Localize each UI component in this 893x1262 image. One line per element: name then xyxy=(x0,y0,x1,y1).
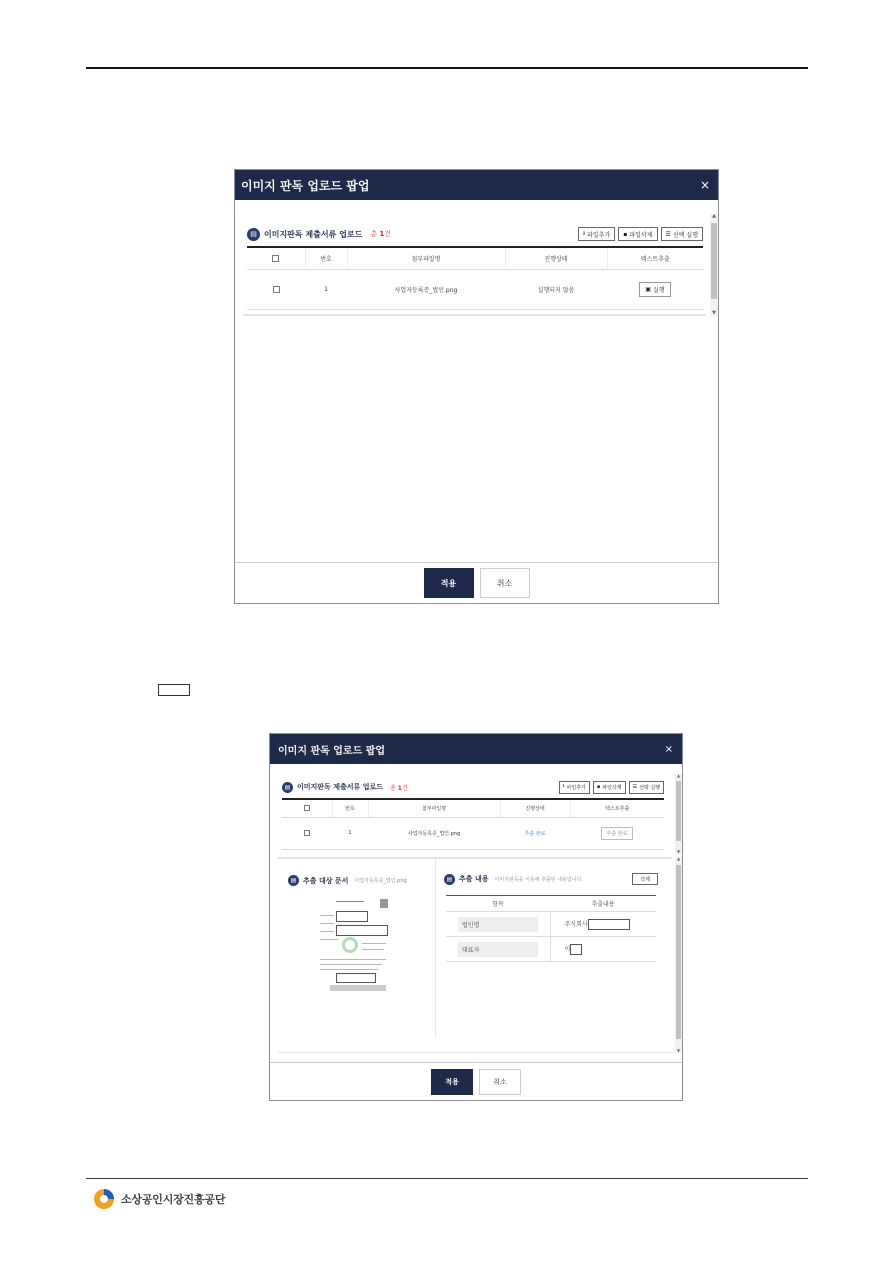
section-title: 이미지판독 제출서류 업로드 xyxy=(264,229,363,239)
count-value: 1 xyxy=(397,784,402,792)
section-header xyxy=(247,224,703,244)
col-checkbox xyxy=(282,799,332,817)
document-icon: ▤ xyxy=(288,875,299,886)
table-row xyxy=(446,937,656,962)
select-all-checkbox[interactable] xyxy=(272,255,279,262)
run-label: 실행 xyxy=(653,286,665,294)
col-extract: 텍스트추출 xyxy=(607,247,703,269)
table-row xyxy=(247,269,703,309)
cancel-button[interactable]: 취소 xyxy=(480,568,530,598)
count-value: 1 xyxy=(379,230,385,238)
trash-icon: ▪ xyxy=(596,784,601,790)
close-icon[interactable]: × xyxy=(664,743,673,755)
add-file-button[interactable] xyxy=(578,227,615,241)
upload-popup-extracted xyxy=(269,733,683,1101)
thumb-corner-icon xyxy=(380,899,388,908)
target-doc-filename: 사업자등록증_법인.png xyxy=(354,878,407,884)
delete-file-label: 파일삭제 xyxy=(629,231,653,239)
cancel-button[interactable]: 취소 xyxy=(479,1069,521,1095)
col-filename: 첨부파일명 xyxy=(368,799,500,817)
redacted-box xyxy=(336,973,376,983)
document-preview-image xyxy=(316,899,392,999)
delete-file-label: 파일삭제 xyxy=(602,784,622,791)
popup-header xyxy=(235,170,718,200)
close-icon[interactable]: × xyxy=(699,178,710,192)
field-cell xyxy=(446,937,550,962)
value-cell xyxy=(550,937,656,962)
thumb-footer-bar xyxy=(330,985,386,991)
upload-section xyxy=(282,778,664,850)
list-icon: ☰ xyxy=(665,230,671,238)
scroll-up-icon[interactable]: ▲ xyxy=(712,213,716,219)
upload-section xyxy=(247,224,703,310)
row-number: 1 xyxy=(305,269,347,309)
redacted-box xyxy=(336,911,368,922)
col-checkbox xyxy=(247,247,305,269)
field-cell xyxy=(446,912,550,937)
row-status: 추출 완료 xyxy=(500,817,570,849)
row-checkbox[interactable] xyxy=(273,286,280,293)
field-name: 법인명 xyxy=(458,917,538,932)
scroll-thumb[interactable] xyxy=(676,781,681,841)
popup-footer xyxy=(235,562,718,603)
popup-header xyxy=(270,734,682,764)
list-icon: ☰ xyxy=(632,784,638,790)
target-doc-header xyxy=(288,875,407,886)
trash-icon: ▪ xyxy=(623,230,628,238)
delete-extract-button[interactable]: 삭제 xyxy=(632,873,658,885)
table-row xyxy=(282,817,664,849)
scroll-down-icon[interactable]: ▼ xyxy=(676,849,681,854)
upload-table xyxy=(282,798,664,850)
bottom-scrollbar[interactable] xyxy=(675,857,682,1053)
row-action-cell xyxy=(570,817,664,849)
run-selected-button[interactable] xyxy=(661,227,703,241)
scroll-up-icon[interactable]: ▲ xyxy=(676,856,681,861)
scroll-up-icon[interactable]: ▲ xyxy=(676,773,681,778)
popup-title: 이미지 판독 업로드 팝업 xyxy=(278,745,386,757)
row-checkbox-cell xyxy=(247,269,305,309)
target-doc-title: 추출 대상 문서 xyxy=(303,876,349,885)
extract-table-wrap xyxy=(446,895,656,962)
field-value[interactable]: 주식회사 xyxy=(564,920,588,928)
redacted-box xyxy=(588,919,630,930)
document-icon: ▤ xyxy=(282,782,293,793)
organization-logo xyxy=(93,1188,225,1210)
inline-label-box xyxy=(158,684,190,696)
row-filename: 사업자등록증_법인.png xyxy=(368,817,500,849)
col-extract: 텍스트추출 xyxy=(570,799,664,817)
upload-table xyxy=(247,246,703,310)
field-name: 대표자 xyxy=(458,942,538,957)
extract-title: 추출 내용 xyxy=(459,875,489,883)
file-count xyxy=(390,783,408,792)
scroll-down-icon[interactable]: ▼ xyxy=(676,1048,681,1053)
extract-table xyxy=(446,895,656,962)
run-selected-label: 선택 실행 xyxy=(639,784,660,791)
result-panel xyxy=(278,857,672,1053)
run-button[interactable] xyxy=(639,282,670,297)
delete-file-button[interactable] xyxy=(593,781,626,794)
section-header xyxy=(282,778,664,796)
col-field: 항목 xyxy=(446,896,550,912)
popup-footer xyxy=(270,1062,682,1100)
scrollbar[interactable] xyxy=(710,214,718,316)
add-file-button[interactable] xyxy=(559,781,590,794)
upload-icon: ⭳ xyxy=(562,783,565,789)
value-cell xyxy=(550,912,656,937)
redacted-box xyxy=(336,925,388,936)
logo-icon xyxy=(93,1188,115,1210)
col-status: 진행상태 xyxy=(500,799,570,817)
col-number: 번호 xyxy=(332,799,368,817)
count-prefix: 총 xyxy=(390,784,396,792)
run-selected-label: 선택 실행 xyxy=(672,231,698,239)
scroll-thumb[interactable] xyxy=(676,865,681,1039)
delete-file-button[interactable] xyxy=(618,227,657,241)
col-status: 진행상태 xyxy=(505,247,607,269)
field-value[interactable]: 이 xyxy=(564,945,571,953)
extract-description: 이미지판독을 이용해 추출된 내용입니다. xyxy=(494,876,583,883)
count-prefix: 총 xyxy=(370,230,378,238)
page-top-rule xyxy=(86,67,808,69)
apply-button[interactable]: 적용 xyxy=(431,1069,473,1095)
col-value: 추출내용 xyxy=(550,896,656,912)
add-file-label: 파일추가 xyxy=(566,784,586,791)
target-doc-pane xyxy=(278,859,436,1037)
row-number: 1 xyxy=(332,817,368,849)
file-count xyxy=(370,229,391,239)
row-checkbox[interactable] xyxy=(304,830,310,836)
extract-header xyxy=(444,873,658,885)
redacted-box xyxy=(570,944,582,955)
col-number: 번호 xyxy=(305,247,347,269)
extract-done-button[interactable]: 추출 완료 xyxy=(601,827,634,840)
document-icon: ▤ xyxy=(444,874,455,885)
row-action-cell xyxy=(607,269,703,309)
apply-button[interactable]: 적용 xyxy=(424,568,474,598)
scroll-thumb[interactable] xyxy=(711,223,717,299)
run-selected-button[interactable] xyxy=(629,781,664,794)
section-divider xyxy=(243,314,706,316)
page-bottom-rule xyxy=(86,1178,808,1179)
select-all-checkbox[interactable] xyxy=(304,805,310,811)
section-title: 이미지판독 제출서류 업로드 xyxy=(297,783,384,791)
row-checkbox-cell xyxy=(282,817,332,849)
play-icon: ▣ xyxy=(645,285,652,293)
count-suffix: 건 xyxy=(384,230,391,238)
add-file-label: 파일추가 xyxy=(587,231,611,239)
table-row xyxy=(446,912,656,937)
col-filename: 첨부파일명 xyxy=(347,247,505,269)
upload-popup-initial xyxy=(234,169,719,604)
row-filename: 사업자등록증_법인.png xyxy=(347,269,505,309)
logo-text: 소상공인시장진흥공단 xyxy=(121,1193,226,1206)
top-scrollbar[interactable] xyxy=(675,774,682,854)
popup-title: 이미지 판독 업로드 팝업 xyxy=(241,178,370,193)
seal-mark xyxy=(342,937,358,953)
upload-icon: ⭳ xyxy=(582,230,586,237)
document-icon: ▤ xyxy=(247,228,260,241)
scroll-down-icon[interactable]: ▼ xyxy=(712,310,716,316)
count-suffix: 건 xyxy=(401,784,408,792)
extract-pane xyxy=(444,859,670,1037)
row-status: 실행되지 않음 xyxy=(505,269,607,309)
